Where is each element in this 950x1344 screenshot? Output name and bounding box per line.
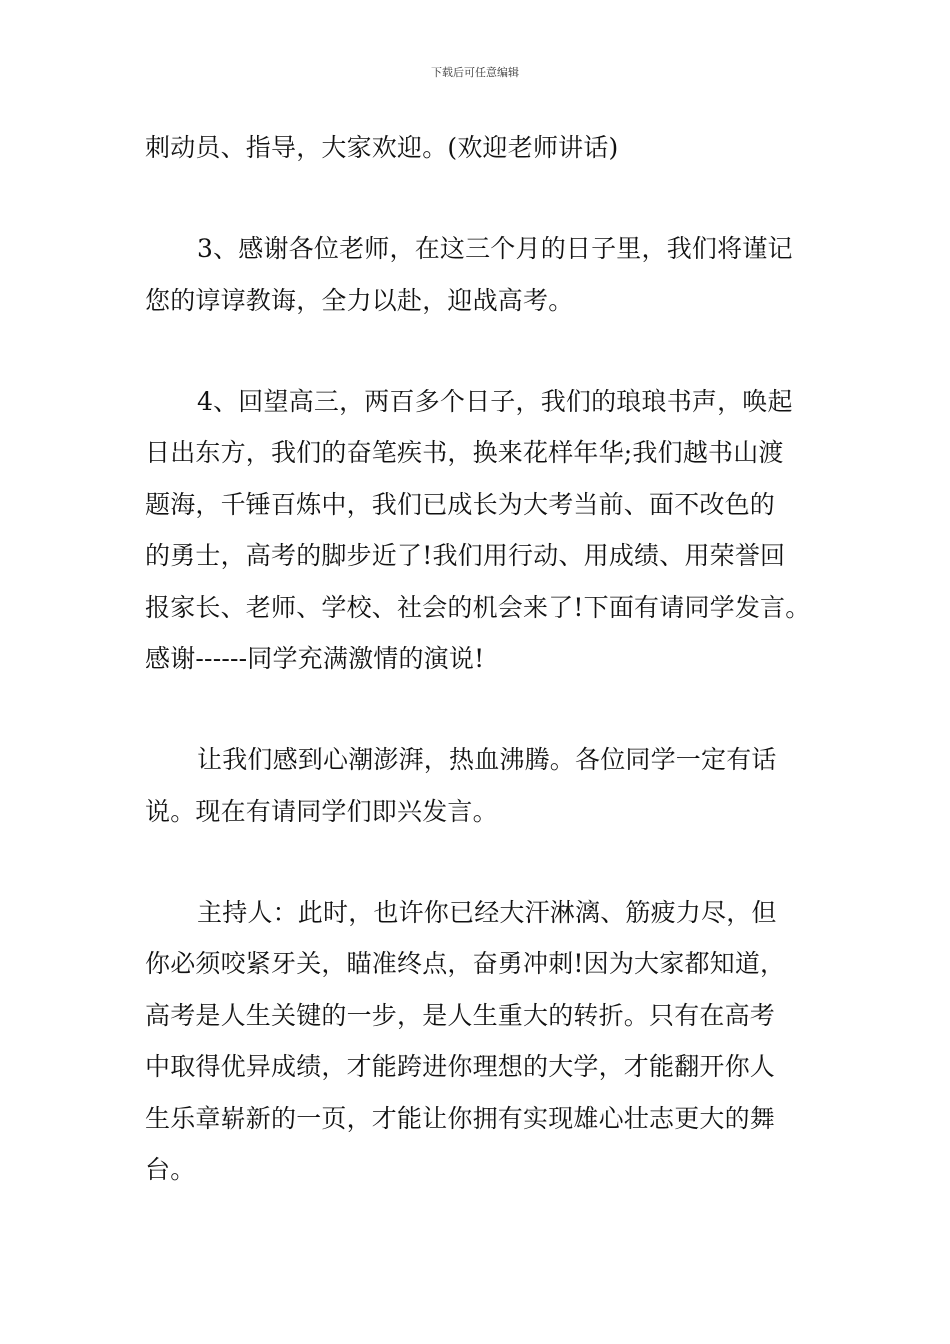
paragraph-line: 生乐章崭新的一页，才能让你拥有实现雄心壮志更大的舞 bbox=[145, 1103, 776, 1133]
paragraph-line: 日出东方，我们的奋笔疾书，换来花样年华;我们越书山渡 bbox=[145, 438, 784, 467]
paragraph-line: 的勇士，高考的脚步近了!我们用行动、用成绩、用荣誉回 bbox=[145, 541, 786, 570]
paragraph-line: 刺动员、指导，大家欢迎。(欢迎老师讲话) bbox=[145, 133, 619, 162]
paragraph-line: 中取得优异成绩，才能跨进你理想的大学，才能翻开你人 bbox=[145, 1052, 776, 1081]
paragraph-line: 题海，千锤百炼中，我们已成长为大考当前、面不改色的 bbox=[145, 489, 776, 519]
paragraph-4 bbox=[145, 742, 835, 830]
paragraph-line: 台。 bbox=[145, 1155, 196, 1184]
paragraph-line: 高考是人生关键的一步，是人生重大的转折。只有在高考 bbox=[145, 1000, 776, 1030]
page-header-note: 下载后可任意编辑 bbox=[431, 66, 519, 79]
paragraph-line: 3、感谢各位老师，在这三个月的日子里，我们将谨记 bbox=[197, 234, 793, 263]
paragraph-line: 感谢------同学充满激情的演说! bbox=[145, 644, 485, 673]
paragraph-line: 主持人：此时，也许你已经大汗淋漓、筋疲力尽，但 bbox=[197, 897, 777, 927]
paragraph-line: 您的谆谆教诲，全力以赴，迎战高考。 bbox=[145, 285, 574, 315]
paragraph-2 bbox=[145, 231, 835, 319]
paragraph-line: 4、回望高三，两百多个日子，我们的琅琅书声，唤起 bbox=[197, 386, 793, 416]
paragraph-5 bbox=[145, 895, 835, 1189]
paragraph-line: 你必须咬紧牙关，瞄准终点，奋勇冲刺!因为大家都知道， bbox=[145, 949, 786, 978]
paragraph-line: 报家长、老师、学校、社会的机会来了!下面有请同学发言。 bbox=[145, 592, 811, 622]
document-body bbox=[145, 130, 835, 1188]
paragraph-line: 让我们感到心潮澎湃，热血沸腾。各位同学一定有话 bbox=[197, 745, 777, 774]
paragraph-3 bbox=[145, 384, 835, 678]
paragraph-line: 说。现在有请同学们即兴发言。 bbox=[145, 796, 498, 826]
paragraph-1 bbox=[145, 130, 835, 166]
